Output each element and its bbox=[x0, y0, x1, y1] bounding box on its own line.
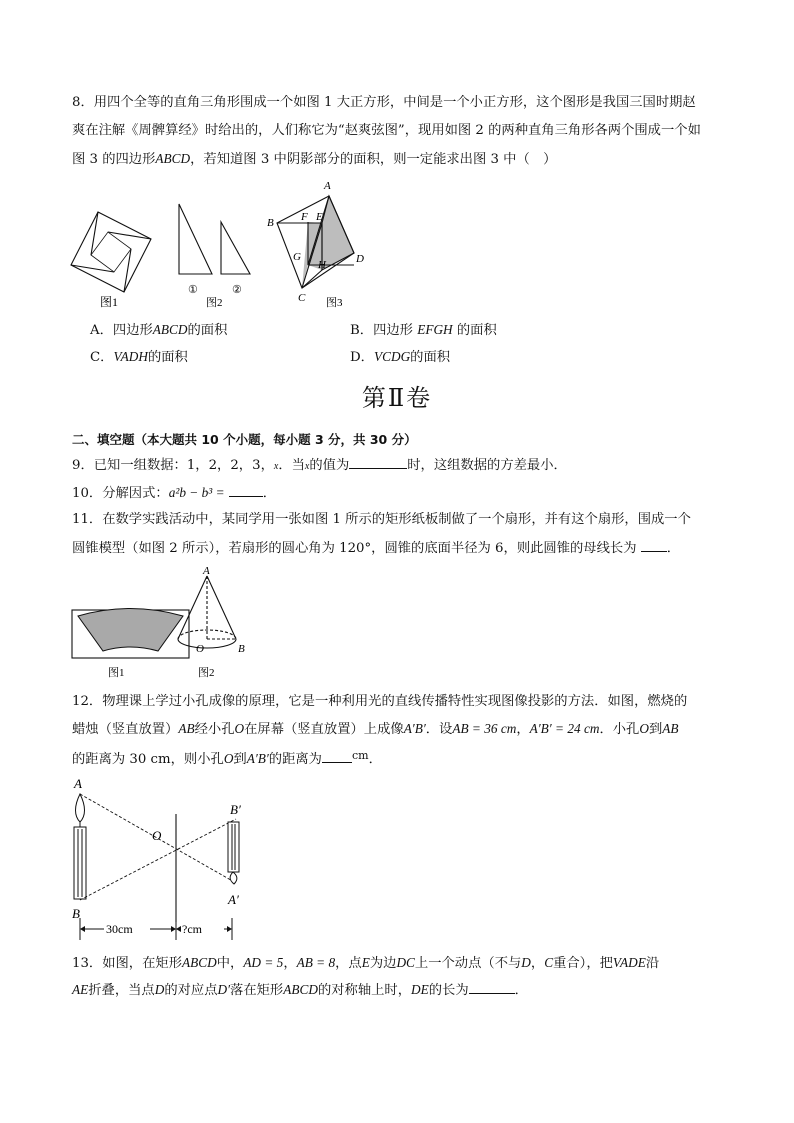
fig1-caption: 图1 bbox=[100, 295, 119, 309]
fig3-label-B: B bbox=[267, 217, 274, 229]
part-title: 第Ⅱ卷 bbox=[361, 384, 433, 412]
q12-line1: 12．物理课上学过小孔成像的原理，它是一种利用光的直线传播特性实现图像投影的方法．如图，燃烧的 bbox=[72, 694, 688, 709]
q10-answer-blank[interactable] bbox=[229, 484, 263, 497]
fig2-mark2: ② bbox=[232, 284, 242, 296]
q12-dim-30cm: 30cm bbox=[106, 922, 133, 936]
q11-label-A: A bbox=[203, 565, 210, 577]
q11-label-B: B bbox=[238, 643, 245, 655]
q11-figures bbox=[66, 564, 266, 684]
fig3-caption: 图3 bbox=[326, 297, 343, 309]
q11-fig2-caption: 图2 bbox=[198, 667, 215, 679]
q12-label-A: A bbox=[74, 776, 82, 791]
right-triangles bbox=[179, 204, 250, 274]
q11-answer-blank[interactable] bbox=[641, 539, 667, 552]
fig3-label-F: F bbox=[301, 211, 308, 223]
fig3-label-D: D bbox=[356, 253, 364, 265]
q9-line: 9．已知一组数据：1，2，2，3，x．当x的值为 时，这组数据的方差最小． bbox=[72, 458, 567, 473]
q12-label-A-prime: A′ bbox=[228, 892, 239, 907]
fig3-label-C: C bbox=[298, 292, 306, 304]
q11-line2: 圆锥模型（如图 2 所示），若扇形的圆心角为 120°，圆锥的底面半径为 6，则此圆锥的母线长为 ． bbox=[72, 541, 681, 556]
fig2-mark1: ① bbox=[188, 284, 198, 296]
q13-line1: 13．如图，在矩形ABCD中，AD = 5，AB = 8，点E为边DC上一个动点（不与D，C重合），把VADE沿 bbox=[72, 955, 660, 971]
q8-option-d[interactable]: D．VCDG的面积 bbox=[350, 349, 451, 365]
fig3-label-E: E bbox=[316, 211, 323, 223]
q9-answer-blank[interactable] bbox=[349, 456, 407, 469]
q8-line2: 爽在注解《周髀算经》时给出的，人们称它为“赵爽弦图”，现用如图 2 的两种直角三角形各两个围成一个如 bbox=[72, 123, 701, 138]
q12-line2: 蜡烛（竖直放置）AB经小孔O在屏幕（竖直放置）上成像A′B′．设AB = 36 cm，A′B′ = 24 cm．小孔O到AB bbox=[72, 721, 679, 737]
quadrilateral-figure bbox=[277, 196, 354, 288]
q13-line2: AE折叠，当点D的对应点D′落在矩形ABCD的对称轴上时，DE的长为 ． bbox=[72, 982, 528, 998]
q10-line: 10．分解因式：a²b − b³ = ． bbox=[72, 485, 277, 501]
q8-option-b[interactable]: B．四边形 EFGH 的面积 bbox=[350, 322, 497, 338]
fig2-caption: 图2 bbox=[206, 297, 223, 309]
fig3-label-A: A bbox=[324, 180, 331, 192]
q8-option-a[interactable]: A．四边形ABCD的面积 bbox=[90, 322, 228, 338]
q12-label-B: B bbox=[72, 906, 80, 921]
q13-answer-blank[interactable] bbox=[469, 981, 515, 994]
q8-line3: 图 3 的四边形ABCD，若知道图 3 中阴影部分的面积，则一定能求出图 3 中（ ） bbox=[72, 151, 557, 167]
section-heading: 二、填空题（本大题共 10 个小题，每小题 3 分，共 30 分） bbox=[72, 432, 417, 447]
q8-line1: 8．用四个全等的直角三角形围成一个如图 1 大正方形，中间是一个小正方形，这个图形是我国三国时期赵 bbox=[72, 95, 696, 110]
pinhole-figure bbox=[66, 772, 266, 948]
q12-answer-blank[interactable] bbox=[322, 750, 352, 763]
q11-fig1-caption: 图1 bbox=[108, 667, 125, 679]
q12-label-B-prime: B′ bbox=[230, 802, 241, 817]
q11-label-O: O bbox=[196, 643, 204, 655]
fig3-label-H: H bbox=[318, 259, 326, 271]
q8-option-c[interactable]: C．VADH的面积 bbox=[90, 349, 188, 365]
q12-dim-unknown: ?cm bbox=[182, 922, 202, 936]
q8-figures bbox=[60, 176, 380, 314]
q12-label-O: O bbox=[152, 828, 162, 843]
q12-line3: 的距离为 30 cm，则小孔O到A′B′的距离为 $^{cm}$． bbox=[72, 749, 382, 767]
zhao-shuang-figure bbox=[71, 212, 151, 292]
fig3-label-G: G bbox=[293, 251, 301, 263]
q11-line1: 11．在数学实践活动中，某同学用一张如图 1 所示的矩形纸板制做了一个扇形，并有这个扇形，围成一个 bbox=[72, 512, 691, 527]
